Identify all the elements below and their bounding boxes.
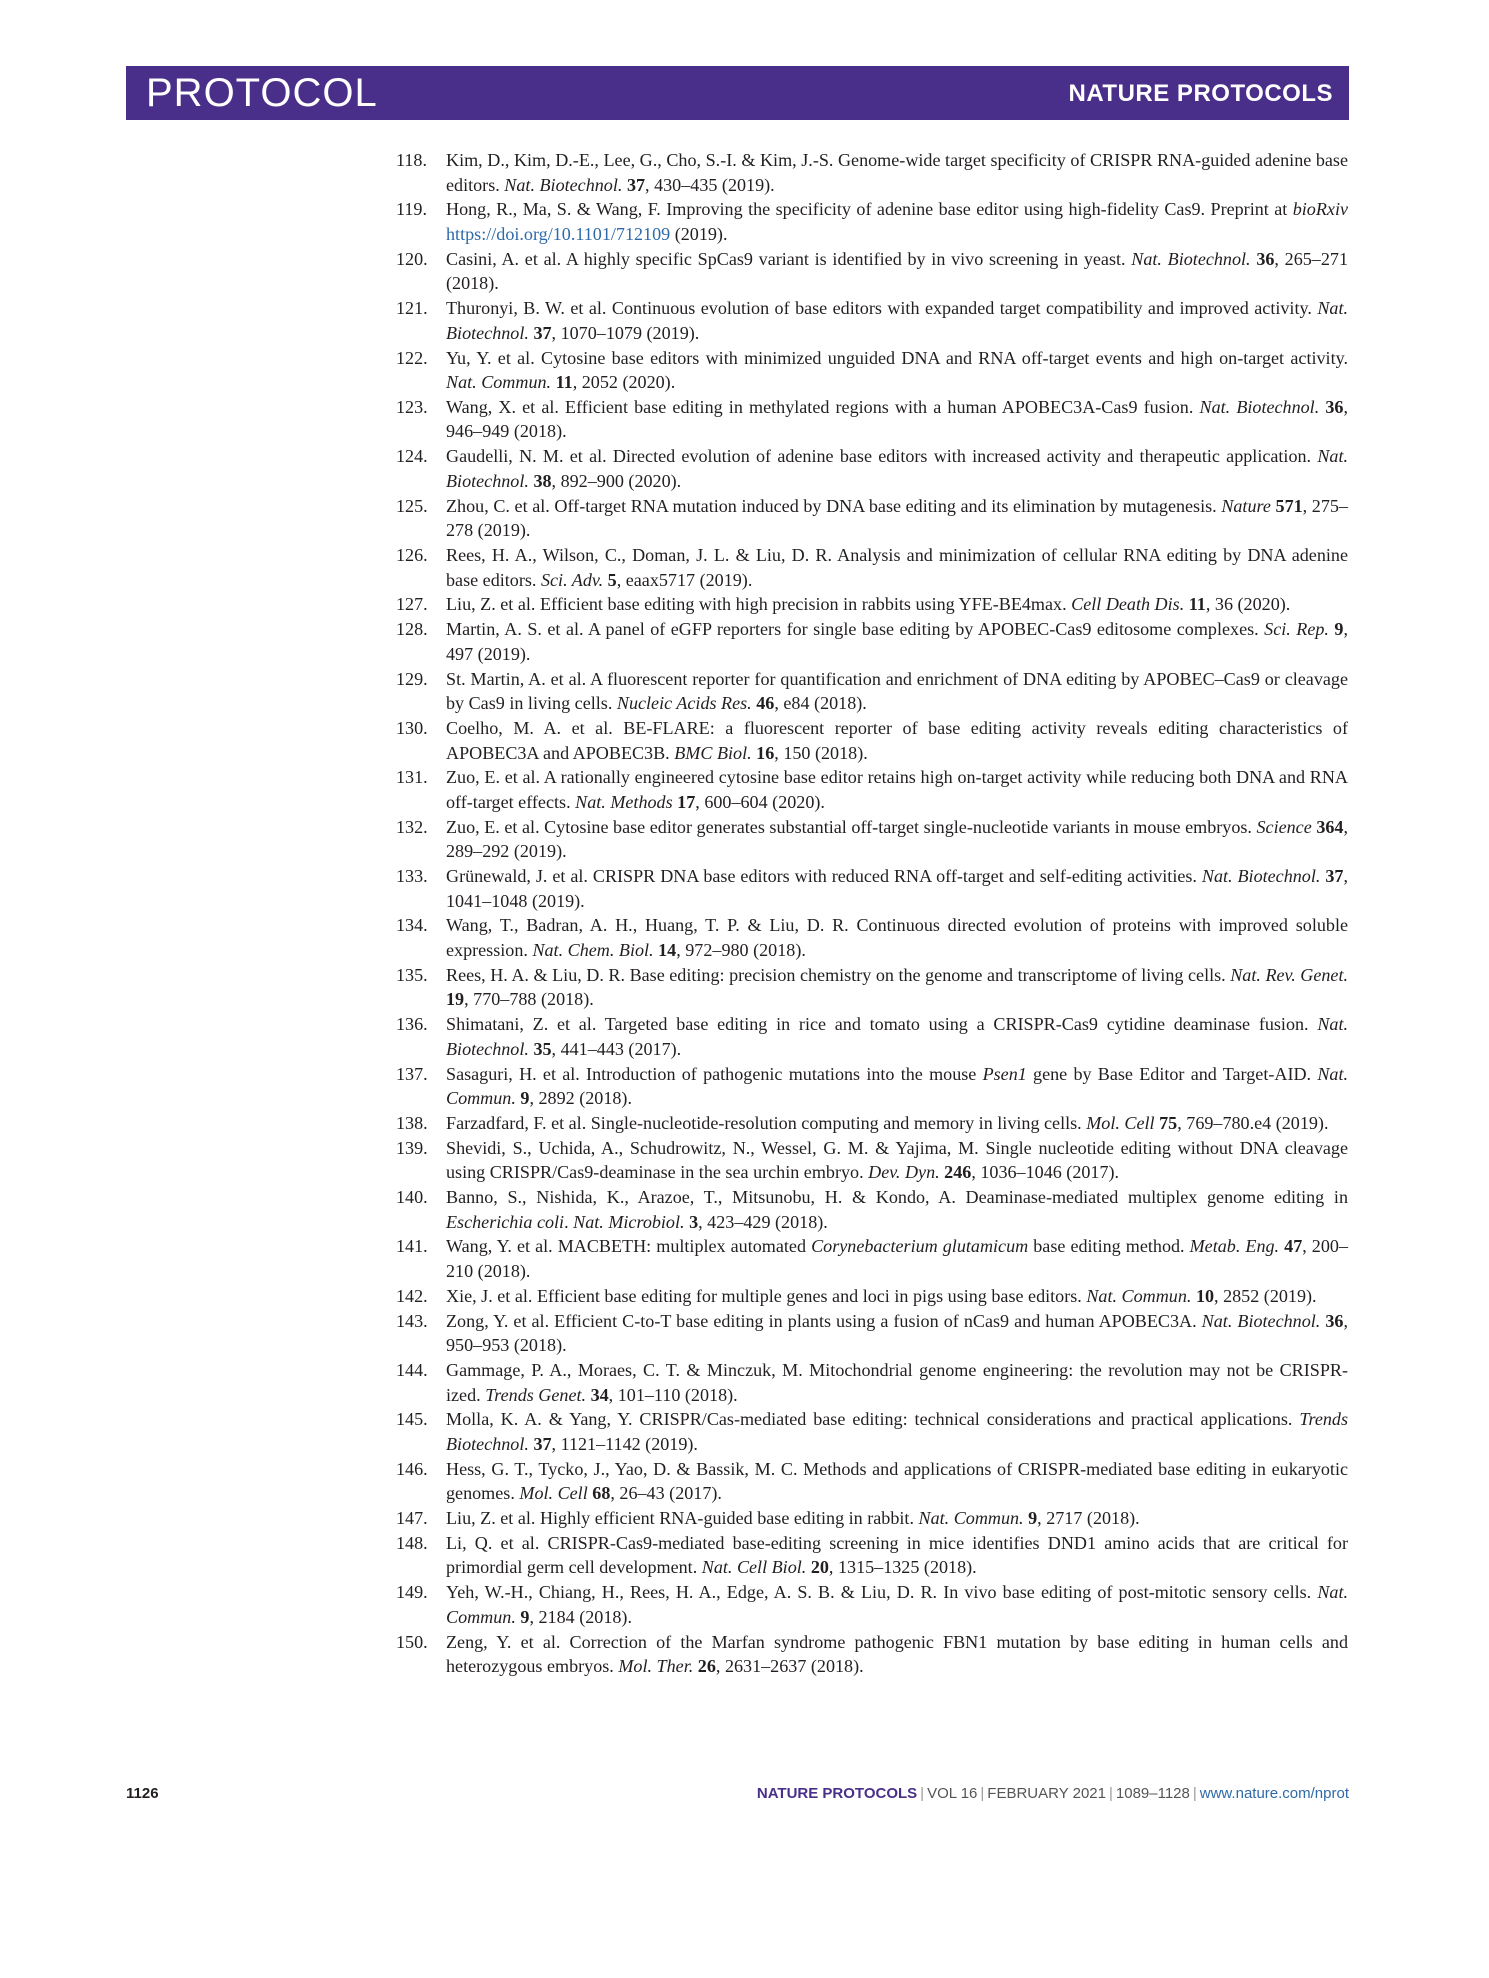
header-bar [126, 66, 1349, 120]
reference-text: , 2852 (2019). [1214, 1285, 1317, 1306]
reference-text: Shevidi, S., Uchida, A., Schudrowitz, N., Wessel, G. M. & Yajima, M. Single nucleotide editing without DNA cleavage using CRISPR/Cas9-deaminase in the sea urchin embryo. [446, 1137, 1348, 1183]
reference-item [396, 1309, 1348, 1358]
reference-italic: Mol. Ther. [618, 1656, 694, 1677]
reference-item [396, 913, 1348, 962]
reference-text: gene by Base Editor and Target-AID. [1026, 1063, 1318, 1084]
reference-item [396, 1580, 1348, 1629]
reference-text: Yu, Y. et al. Cytosine base editors with minimized unguided DNA and RNA off-target events and high on-target activity. [446, 347, 1348, 368]
reference-volume: 16 [756, 742, 775, 763]
reference-italic: Nat. Commun. [1086, 1285, 1192, 1306]
footer-pages: 1089–1128 [1115, 1785, 1190, 1802]
reference-italic: Sci. Rep. [1264, 619, 1329, 640]
reference-text: , 1121–1142 (2019). [551, 1433, 698, 1454]
reference-item [396, 1185, 1348, 1234]
reference-text: , 946–949 (2018). [446, 396, 1348, 442]
reference-italic: BMC Biol. [674, 742, 752, 763]
reference-item [396, 1284, 1348, 1309]
reference-italic: Nat. Biotechnol. [1201, 866, 1321, 887]
reference-item [396, 1234, 1348, 1283]
reference-item [396, 444, 1348, 493]
reference-italic: Nat. Cell Biol. [701, 1557, 807, 1578]
page-footer [126, 1785, 1349, 1811]
reference-italic: Science [1256, 816, 1312, 837]
reference-text: Martin, A. S. et al. A panel of eGFP reporters for single base editing by APOBEC-Cas9 editosome complexes. [446, 619, 1265, 640]
reference-italic: Nucleic Acids Res. [616, 693, 752, 714]
reference-text: , 950–953 (2018). [446, 1310, 1348, 1356]
reference-volume: 246 [944, 1162, 972, 1183]
reference-text: , 600–604 (2020). [695, 791, 825, 812]
reference-text: Gammage, P. A., Moraes, C. T. & Minczuk, M. Mitochondrial genome engineering: the revolution may not be CRISPR-ized. [446, 1359, 1348, 1405]
reference-volume: 17 [677, 791, 696, 812]
reference-number: 126. [396, 545, 428, 565]
reference-text: , 769–780.e4 (2019). [1177, 1112, 1329, 1133]
reference-italic: Corynebacterium glutamicum [811, 1236, 1029, 1257]
reference-text: Wang, T., Badran, A. H., Huang, T. P. & Liu, D. R. Continuous directed evolution of proteins with improved soluble expression. [446, 915, 1348, 960]
reference-text: Thuronyi, B. W. et al. Continuous evolution of base editors with expanded target compatibility and improved activity. [446, 298, 1318, 319]
reference-text: , 101–110 (2018). [608, 1384, 738, 1405]
reference-number: 142. [396, 1285, 428, 1306]
reference-text: Casini, A. et al. A highly specific SpCas9 variant is identified by in vivo screening in yeast. [446, 248, 1132, 269]
reference-text: , eaax5717 (2019). [616, 569, 753, 590]
reference-text: , 430–435 (2019). [645, 174, 775, 195]
reference-text: , 892–900 (2020). [551, 470, 682, 491]
reference-volume: 5 [607, 569, 617, 590]
reference-text: , 26–43 (2017). [610, 1483, 722, 1504]
reference-text: , 36 (2020). [1205, 594, 1291, 615]
reference-text: , 2631–2637 (2018). [715, 1656, 864, 1677]
reference-text: , 289–292 (2019). [446, 816, 1348, 862]
reference-text: Zhou, C. et al. Off-target RNA mutation induced by DNA base editing and its elimination by mutagenesis. [446, 495, 1222, 516]
reference-volume: 37 [533, 1433, 552, 1454]
reference-item [396, 1012, 1348, 1061]
reference-text: Rees, H. A., Wilson, C., Doman, J. L. & Liu, D. R. Analysis and minimization of cellular RNA editing by DNA adenine base editors. [446, 545, 1348, 590]
reference-volume: 75 [1159, 1112, 1178, 1133]
reference-item [396, 1111, 1348, 1136]
reference-item [396, 815, 1348, 864]
reference-number: 123. [396, 396, 428, 417]
reference-text: , 275–278 (2019). [446, 495, 1348, 541]
reference-italic: Nat. Biotechnol. [446, 298, 1348, 343]
reference-item [396, 1457, 1348, 1506]
reference-item [396, 1407, 1348, 1456]
reference-text: , 497 (2019). [446, 619, 1348, 664]
reference-item [396, 716, 1348, 765]
reference-text: , 200–210 (2018). [446, 1236, 1348, 1282]
reference-item [396, 1062, 1348, 1111]
reference-number: 139. [396, 1137, 428, 1158]
reference-text: , 2717 (2018). [1037, 1508, 1140, 1529]
reference-italic: Nat. Commun. [918, 1508, 1024, 1529]
reference-number: 136. [396, 1014, 428, 1035]
reference-italic: Nat. Methods [575, 791, 673, 812]
reference-text: , 2184 (2018). [529, 1606, 632, 1627]
reference-text: , 1070–1079 (2019). [551, 322, 700, 343]
reference-text: , 1041–1048 (2019). [446, 866, 1348, 911]
reference-volume: 9 [1334, 619, 1344, 640]
reference-number: 122. [396, 347, 428, 368]
reference-italic: Nat. Biotechnol. [446, 1014, 1348, 1059]
footer-citation: NATURE PROTOCOLS | VOL 16 | FEBRUARY 2021 | 1089–1128 | www.nature.com/nprot [756, 1785, 1349, 1802]
reference-text: Wang, Y. et al. MACBETH: multiplex automated [446, 1236, 812, 1257]
reference-text: Hong, R., Ma, S. & Wang, F. Improving the specificity of adenine base editor using high-fidelity Cas9. Preprint at [446, 199, 1293, 220]
reference-italic: Escherichia coli [446, 1211, 565, 1232]
reference-text: , 441–443 (2017). [551, 1038, 682, 1059]
reference-item [396, 247, 1348, 296]
journal-name: NATURE PROTOCOLS [1068, 80, 1333, 107]
reference-text: Xie, J. et al. Efficient base editing for multiple genes and loci in pigs using base editors. [446, 1285, 1087, 1306]
reference-volume: 68 [592, 1483, 611, 1504]
reference-text: Zeng, Y. et al. Correction of the Marfan syndrome pathogenic FBN1 mutation by base editing in human cells and heterozygous embryos. [446, 1631, 1348, 1677]
reference-italic: Nat. Commun. [446, 1063, 1348, 1109]
reference-number: 138. [396, 1112, 428, 1133]
reference-link[interactable]: https://doi.org/10.1101/712109 [446, 223, 671, 244]
reference-number: 128. [396, 619, 428, 640]
reference-item [396, 1531, 1348, 1580]
reference-text: Zuo, E. et al. A rationally engineered cytosine base editor retains high on-target activity while reducing both DNA and RNA off-target effects. [446, 767, 1348, 812]
reference-volume: 571 [1275, 495, 1303, 516]
reference-number: 120. [396, 248, 428, 269]
reference-item [396, 617, 1348, 666]
reference-text: Zong, Y. et al. Efficient C-to-T base editing in plants using a fusion of nCas9 and human APOBEC3A. [446, 1310, 1202, 1331]
reference-text: , 972–980 (2018). [676, 940, 806, 960]
reference-italic: Mol. Cell [1086, 1112, 1155, 1133]
reference-text: Hess, G. T., Tycko, J., Yao, D. & Bassik, M. C. Methods and applications of CRISPR-mediated base editing in eukaryotic genomes. [446, 1458, 1348, 1504]
reference-item [396, 963, 1348, 1012]
reference-text: Gaudelli, N. M. et al. Directed evolution of adenine base editors with increased activity and therapeutic application. [446, 446, 1318, 467]
reference-item [396, 1136, 1348, 1185]
reference-text: St. Martin, A. et al. A fluorescent reporter for quantification and enrichment of DNA editing by APOBEC–Cas9 or cleavage by Cas9 in living cells. [446, 668, 1348, 714]
reference-text: , 1315–1325 (2018). [828, 1557, 977, 1578]
reference-text: , 2892 (2018). [529, 1088, 632, 1109]
reference-italic: Nat. Commun. [446, 372, 552, 393]
reference-text: , 770–788 (2018). [464, 989, 594, 1010]
reference-text: Liu, Z. et al. Efficient base editing with high precision in rabbits using YFE-BE4max. [446, 594, 1072, 615]
page-number: 1126 [126, 1785, 159, 1802]
reference-volume: 11 [1188, 594, 1206, 615]
reference-volume: 9 [520, 1606, 530, 1627]
reference-volume: 364 [1316, 816, 1344, 837]
reference-text: Shimatani, Z. et al. Targeted base editing in rice and tomato using a CRISPR-Cas9 cytidine deaminase fusion. [446, 1014, 1318, 1035]
reference-text: Li, Q. et al. CRISPR-Cas9-mediated base-editing screening in mice identifies DND1 amino acids that are critical for primordial germ cell development. [446, 1532, 1348, 1578]
reference-italic: Trends Biotechnol. [446, 1409, 1348, 1454]
reference-item [396, 1630, 1348, 1679]
reference-number: 135. [396, 964, 428, 985]
reference-volume: 36 [1325, 1310, 1344, 1331]
reference-item [396, 543, 1348, 592]
reference-number: 150. [396, 1631, 428, 1652]
reference-italic: bioRxiv [1292, 199, 1348, 220]
reference-italic: Sci. Adv. [540, 569, 604, 590]
reference-volume: 37 [626, 174, 646, 195]
reference-italic: Nat. Microbiol. [573, 1211, 685, 1232]
reference-volume: 10 [1195, 1285, 1215, 1306]
reference-number: 130. [396, 717, 428, 738]
reference-number: 147. [396, 1508, 428, 1529]
reference-italic: Nat. Biotechnol. [1199, 396, 1320, 417]
footer-journal: NATURE PROTOCOLS [756, 1785, 918, 1802]
reference-number: 127. [396, 594, 428, 615]
reference-italic: Nat. Chem. Biol. [532, 940, 654, 960]
reference-number: 119. [396, 199, 427, 220]
reference-text: , 265–271 (2018). [446, 248, 1348, 294]
reference-text: Wang, X. et al. Efficient base editing in methylated regions with a human APOBEC3A-Cas9 fusion. [446, 396, 1200, 417]
reference-item [396, 296, 1348, 345]
reference-text: Kim, D., Kim, D.-E., Lee, G., Cho, S.-I. & Kim, J.-S. Genome-wide target specificity of CRISPR RNA-guided adenine base editors. [446, 150, 1348, 195]
reference-item [396, 148, 1348, 197]
reference-volume: 20 [810, 1557, 829, 1578]
reference-volume: 46 [756, 693, 775, 714]
reference-text: Banno, S., Nishida, K., Arazoe, T., Mitsunobu, H. & Kondo, A. Deaminase-mediated multiplex genome editing in [446, 1187, 1348, 1208]
reference-text: Farzadfard, F. et al. Single-nucleotide-resolution computing and memory in living cells. [446, 1112, 1087, 1133]
reference-number: 125. [396, 495, 428, 516]
reference-italic: Nat. Biotechnol. [1201, 1310, 1321, 1331]
reference-number: 146. [396, 1458, 428, 1479]
reference-volume: 35 [533, 1038, 552, 1059]
reference-text: Zuo, E. et al. Cytosine base editor generates substantial off-target single-nucleotide variants in mouse embryos. [446, 816, 1257, 837]
reference-text: Coelho, M. A. et al. BE-FLARE: a fluorescent reporter of base editing activity reveals editing characteristics of APOBEC3A and APOBEC3B. [446, 717, 1348, 763]
reference-italic: Dev. Dyn. [868, 1162, 940, 1183]
reference-volume: 9 [1028, 1508, 1038, 1529]
reference-volume: 34 [590, 1384, 609, 1405]
reference-italic: Nat. Rev. Genet. [1230, 964, 1349, 985]
reference-text: Rees, H. A. & Liu, D. R. Base editing: precision chemistry on the genome and transcriptome of living cells. [446, 964, 1231, 985]
reference-volume: 37 [1325, 866, 1344, 887]
reference-number: 149. [396, 1582, 428, 1603]
reference-text: base editing method. [1028, 1236, 1190, 1257]
reference-item [396, 395, 1348, 444]
reference-italic: Nat. Biotechnol. [504, 174, 623, 195]
reference-italic: Mol. Cell [519, 1483, 588, 1504]
reference-number: 118. [396, 150, 427, 170]
reference-italic: Cell Death Dis. [1071, 594, 1185, 615]
reference-number: 134. [396, 915, 428, 936]
reference-list [396, 148, 1348, 1679]
reference-number: 133. [396, 866, 428, 887]
reference-italic: Metab. Eng. [1189, 1236, 1280, 1257]
reference-text: . [564, 1211, 574, 1232]
reference-volume: 11 [555, 372, 573, 393]
reference-volume: 9 [520, 1088, 530, 1109]
reference-italic: Nat. Biotechnol. [1131, 248, 1251, 269]
reference-item [396, 1506, 1348, 1531]
reference-item [396, 667, 1348, 716]
reference-text: Liu, Z. et al. Highly efficient RNA-guided base editing in rabbit. [446, 1508, 919, 1529]
reference-volume: 3 [689, 1211, 699, 1232]
reference-item [396, 1358, 1348, 1407]
reference-item [396, 765, 1348, 814]
reference-text: , 1036–1046 (2017). [971, 1162, 1120, 1183]
reference-number: 129. [396, 668, 428, 689]
reference-text: , 150 (2018). [774, 742, 868, 763]
reference-item [396, 346, 1348, 395]
reference-number: 124. [396, 446, 428, 467]
reference-italic: Nat. Biotechnol. [446, 446, 1348, 491]
reference-number: 148. [396, 1532, 428, 1553]
reference-item [396, 592, 1348, 617]
reference-text: (2019). [670, 223, 728, 244]
reference-volume: 38 [533, 470, 552, 491]
reference-item [396, 197, 1348, 246]
reference-volume: 47 [1284, 1236, 1303, 1257]
reference-number: 121. [396, 298, 428, 319]
reference-volume: 14 [658, 940, 677, 960]
reference-text: , 2052 (2020). [572, 372, 676, 393]
reference-item [396, 864, 1348, 913]
reference-italic: Psen1 [982, 1063, 1027, 1084]
footer-date: FEBRUARY 2021 [987, 1785, 1106, 1802]
reference-volume: 19 [446, 989, 465, 1010]
reference-volume: 37 [533, 322, 552, 343]
section-label: PROTOCOL [146, 71, 378, 115]
reference-text: Molla, K. A. & Yang, Y. CRISPR/Cas-mediated base editing: technical considerations and practical applications. [446, 1409, 1300, 1430]
reference-volume: 26 [697, 1656, 716, 1677]
reference-number: 145. [396, 1409, 428, 1430]
reference-number: 141. [396, 1236, 428, 1257]
reference-italic: Trends Genet. [485, 1384, 587, 1405]
reference-italic: Nature [1221, 495, 1271, 516]
reference-text: , e84 (2018). [774, 693, 867, 714]
reference-volume: 36 [1325, 396, 1344, 417]
footer-volume: VOL 16 [927, 1785, 978, 1802]
reference-number: 132. [396, 816, 428, 837]
reference-number: 143. [396, 1310, 428, 1331]
reference-italic: Nat. Commun. [446, 1582, 1348, 1627]
reference-text: , 423–429 (2018). [698, 1211, 828, 1232]
reference-number: 131. [396, 767, 428, 788]
reference-number: 144. [396, 1359, 428, 1380]
reference-text: Yeh, W.-H., Chiang, H., Rees, H. A., Edge, A. S. B. & Liu, D. R. In vivo base editing of post-mitotic sensory cells. [446, 1582, 1318, 1603]
footer-url[interactable]: www.nature.com/nprot [1199, 1785, 1349, 1802]
reference-item [396, 494, 1348, 543]
reference-number: 137. [396, 1063, 428, 1084]
reference-text: Sasaguri, H. et al. Introduction of pathogenic mutations into the mouse [446, 1063, 983, 1084]
reference-number: 140. [396, 1187, 428, 1208]
reference-text: Grünewald, J. et al. CRISPR DNA base editors with reduced RNA off-target and self-editing activities. [446, 866, 1202, 887]
reference-volume: 36 [1256, 248, 1275, 269]
